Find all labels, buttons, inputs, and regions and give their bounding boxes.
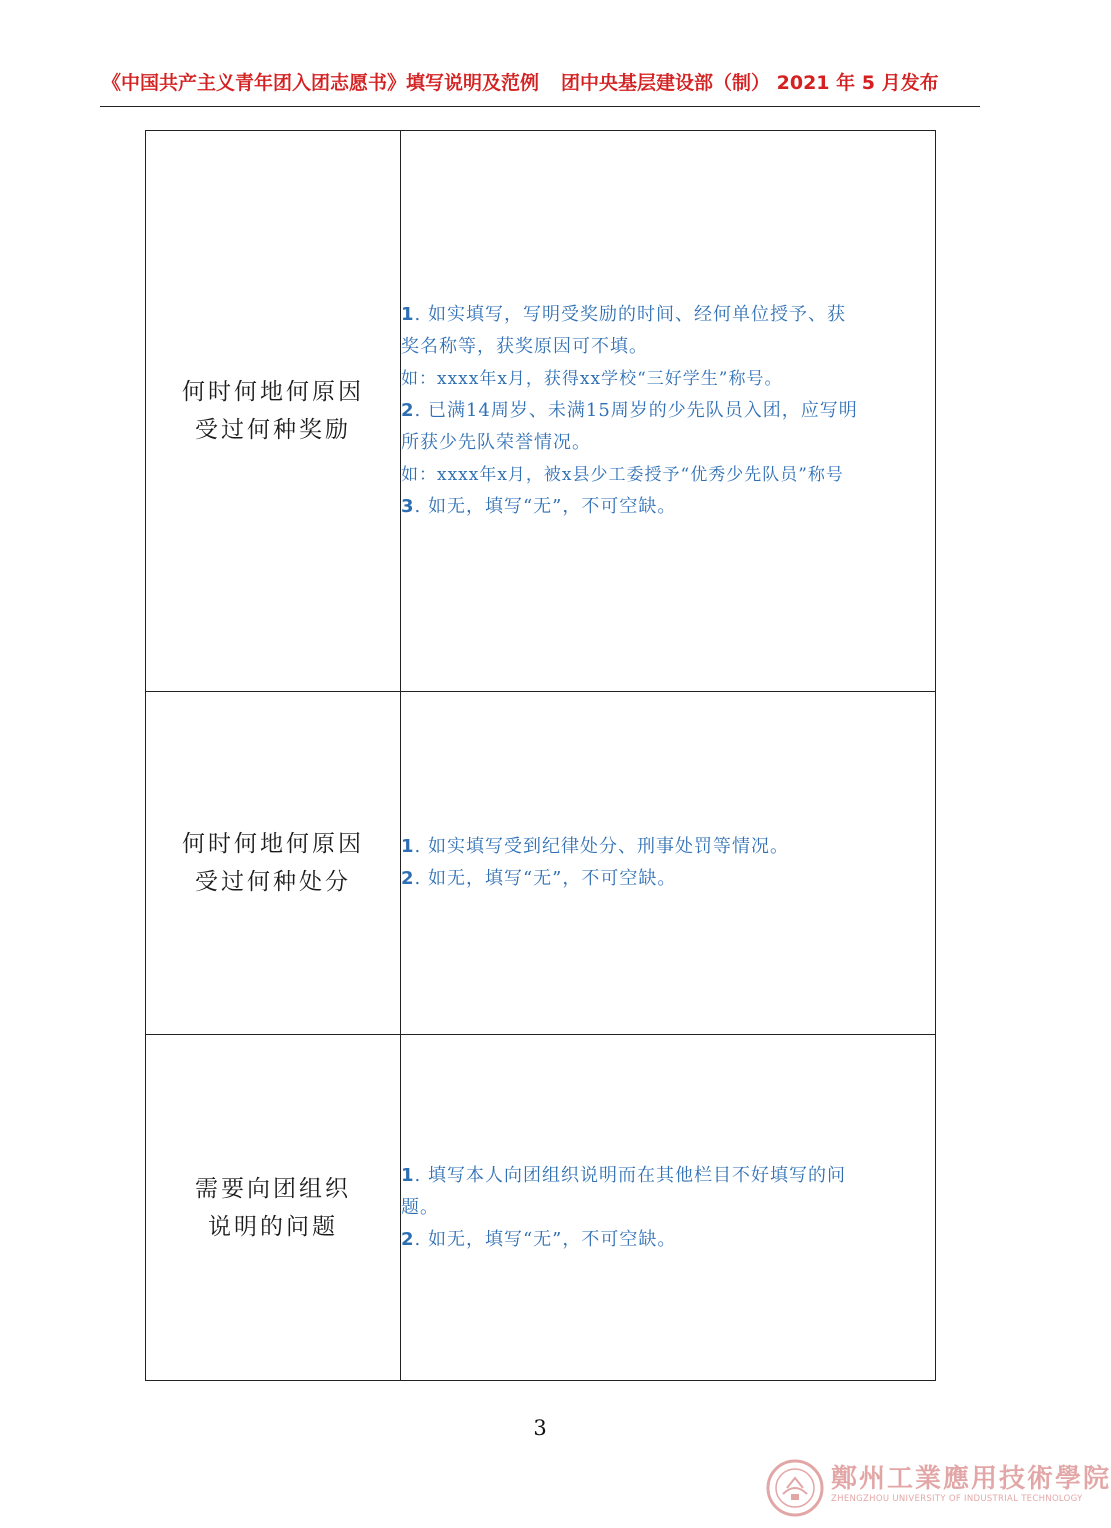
instruction-line: 所获少先队荣誉情况。 <box>401 432 591 453</box>
page-number: 3 <box>533 1416 547 1440</box>
university-seal-icon <box>765 1458 825 1518</box>
instruction-line: 3. 如无，填写“无”，不可空缺。 <box>401 496 677 517</box>
example-line: 如：xxxx年x月，获得xx学校“三好学生”称号。 <box>401 369 783 389</box>
instruction-cell-punishments <box>401 692 936 1035</box>
university-watermark <box>765 1458 1111 1520</box>
instruction-line: 奖名称等，获奖原因可不填。 <box>401 336 648 357</box>
document-header <box>102 68 978 95</box>
instruction-line: 1. 如实填写，写明受奖励的时间、经何单位授予、获 <box>401 304 846 325</box>
instruction-line: 1. 填写本人向团组织说明而在其他栏目不好填写的问 <box>401 1164 846 1186</box>
instruction-line: 1. 如实填写受到纪律处分、刑事处罚等情况。 <box>401 836 789 857</box>
table-row-issues <box>146 1035 936 1381</box>
university-name-en: ZHENGZHOU UNIVERSITY OF INDUSTRIAL TECHNOLOGY <box>831 1494 1083 1504</box>
instruction-line: 题。 <box>401 1196 439 1218</box>
field-label-rewards: 何时何地何原因 受过何种奖励 <box>146 131 401 692</box>
table-row-rewards <box>146 131 936 692</box>
field-label-issues: 需要向团组织 说明的问题 <box>146 1035 401 1381</box>
field-label-punishments: 何时何地何原因 受过何种处分 <box>146 692 401 1035</box>
header-title: 《中国共产主义青年团入团志愿书》填写说明及范例 <box>102 72 540 94</box>
university-name-cn: 鄭州工業應用技術學院 <box>831 1464 1111 1494</box>
instruction-line: 2. 如无，填写“无”，不可空缺。 <box>401 868 677 889</box>
instruction-cell-rewards <box>401 131 936 692</box>
instruction-table <box>145 130 936 1381</box>
header-issuer: 团中央基层建设部（制） 2021 年 5 月发布 <box>561 72 939 94</box>
header-divider <box>100 106 980 107</box>
instruction-line: 2. 已满14周岁、未满15周岁的少先队员入团，应写明 <box>401 400 858 421</box>
table-row-punishments <box>146 692 936 1035</box>
instruction-cell-issues <box>401 1035 936 1381</box>
example-line: 如：xxxx年x月，被x县少工委授予“优秀少先队员”称号 <box>401 465 844 485</box>
instruction-line: 2. 如无，填写“无”，不可空缺。 <box>401 1228 677 1250</box>
